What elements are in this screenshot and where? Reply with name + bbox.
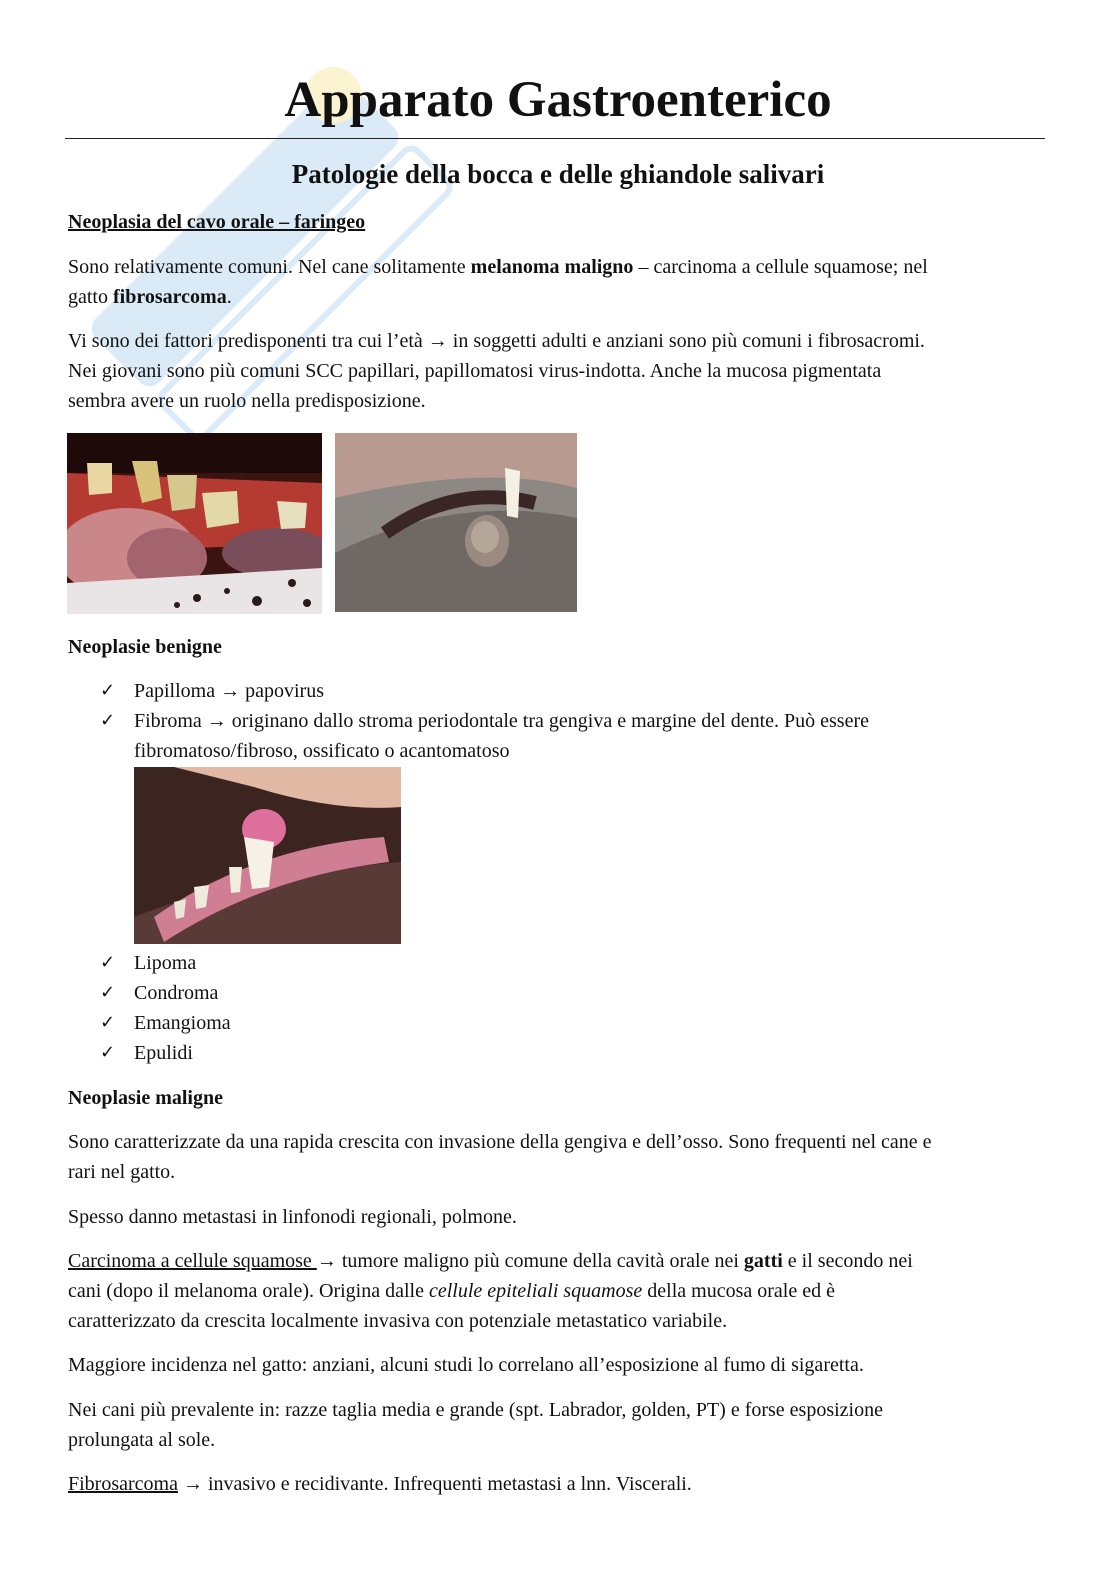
list-item-fibroma — [100, 706, 1040, 766]
section-heading-malignant: Neoplasie maligne — [68, 1087, 223, 1109]
paragraph-metastasis — [68, 1202, 1043, 1232]
paragraph-dog-prevalence — [68, 1395, 1043, 1455]
term-fibrosarcoma-underlined: Fibrosarcoma — [68, 1473, 178, 1495]
benign-list-bottom — [100, 948, 1040, 1068]
term-fibrosarcoma: fibrosarcoma — [113, 286, 227, 308]
title-divider — [65, 138, 1045, 139]
text-run: → invasivo e recidivante. Infrequenti metastasi a lnn. Viscerali. — [177, 1473, 692, 1495]
page-subtitle: Patologie della bocca e delle ghiandole salivari — [291, 159, 825, 189]
list-item-label: Lipoma — [134, 952, 197, 974]
text-line: Nei giovani sono più comuni SCC papillari, papillomatosi virus-indotta. Anche la mucosa pigmentata — [68, 360, 882, 382]
text-line: Nei cani più prevalente in: razze taglia media e grande (spt. Labrador, golden, PT) e forse esposizione — [68, 1399, 883, 1421]
section-heading-benign: Neoplasie benigne — [68, 636, 222, 658]
term-melanoma: melanoma maligno — [470, 256, 634, 278]
checkmark-icon: ✓ — [100, 982, 116, 1003]
text-line: Sono caratterizzate da una rapida crescita con invasione della gengiva e dell’osso. Sono frequenti nel cane e — [68, 1131, 932, 1153]
page-title: Apparato Gastroenterico — [284, 72, 832, 128]
section-benign — [68, 632, 1043, 662]
checkmark-icon: ✓ — [100, 1042, 116, 1063]
list-item-label: Epulidi — [134, 1042, 193, 1064]
paragraph-fibrosarcoma — [68, 1469, 1043, 1499]
section-heading-oral-neoplasia: Neoplasia del cavo orale – faringeo — [68, 211, 366, 233]
checkmark-icon: ✓ — [100, 680, 116, 701]
checkmark-icon: ✓ — [100, 952, 116, 973]
photo-oral-papilloma — [335, 433, 577, 612]
text-line: sembra avere un ruolo nella predisposizione. — [68, 390, 426, 412]
paragraph-scc — [68, 1246, 1043, 1336]
section-oral-neoplasia — [68, 207, 1043, 237]
text-line: Maggiore incidenza nel gatto: anziani, alcuni studi lo correlano all’esposizione al fumo di sigaretta. — [68, 1354, 864, 1376]
benign-list-top — [100, 676, 1040, 766]
list-item-label: Emangioma — [134, 1012, 231, 1034]
text-run: cani (dopo il melanoma orale). Origina dalle — [68, 1280, 429, 1302]
text-line: prolungata al sole. — [68, 1429, 216, 1451]
text-run: gatto — [68, 286, 113, 308]
text-run: Sono relativamente comuni. Nel cane solitamente — [68, 256, 471, 278]
text-line: Vi sono dei fattori predisponenti tra cui l’età → in soggetti adulti e anziani sono più comuni i fibrosacromi. — [68, 330, 925, 352]
list-item-label: Papilloma → papovirus — [134, 680, 324, 702]
term-epithelial-cells: cellule epiteliali squamose — [428, 1280, 643, 1302]
text-line: rari nel gatto. — [68, 1161, 176, 1183]
list-item-label: Condroma — [134, 982, 219, 1004]
text-line: Spesso danno metastasi in linfonodi regionali, polmone. — [68, 1206, 517, 1228]
list-item-emangioma — [100, 1008, 1040, 1038]
term-scc: Carcinoma a cellule squamose — [68, 1250, 317, 1272]
list-item-epulidi — [100, 1038, 1040, 1068]
text-run: della mucosa orale ed è — [642, 1280, 835, 1302]
photo-fibroma — [134, 767, 401, 944]
text-run: → tumore maligno più comune della cavità orale nei — [316, 1250, 744, 1272]
list-item-lipoma — [100, 948, 1040, 978]
paragraph-cat-incidence — [68, 1350, 1043, 1380]
list-item-condroma — [100, 978, 1040, 1008]
list-item-label: fibromatoso/fibroso, ossificato o acantomatoso — [134, 740, 510, 762]
list-item-label: Fibroma → originano dallo stroma periodontale tra gengiva e margine del dente. Può essere — [134, 710, 869, 732]
text-run: e il secondo nei — [782, 1250, 913, 1272]
text-run: . — [226, 286, 232, 308]
paragraph-incidence — [68, 252, 1043, 312]
term-gatti: gatti — [743, 1250, 783, 1272]
text-run: – carcinoma a cellule squamose; nel — [633, 256, 928, 278]
section-malignant — [68, 1083, 1043, 1113]
photo-oral-melanoma — [67, 433, 322, 614]
text-line: caratterizzato da crescita localmente invasiva con potenziale metastatico variabile. — [68, 1310, 728, 1332]
checkmark-icon: ✓ — [100, 1012, 116, 1033]
list-item-papilloma — [100, 676, 1040, 706]
checkmark-icon: ✓ — [100, 710, 116, 731]
paragraph-malignant-growth — [68, 1127, 1043, 1187]
paragraph-predisposing-factors — [68, 326, 1043, 416]
